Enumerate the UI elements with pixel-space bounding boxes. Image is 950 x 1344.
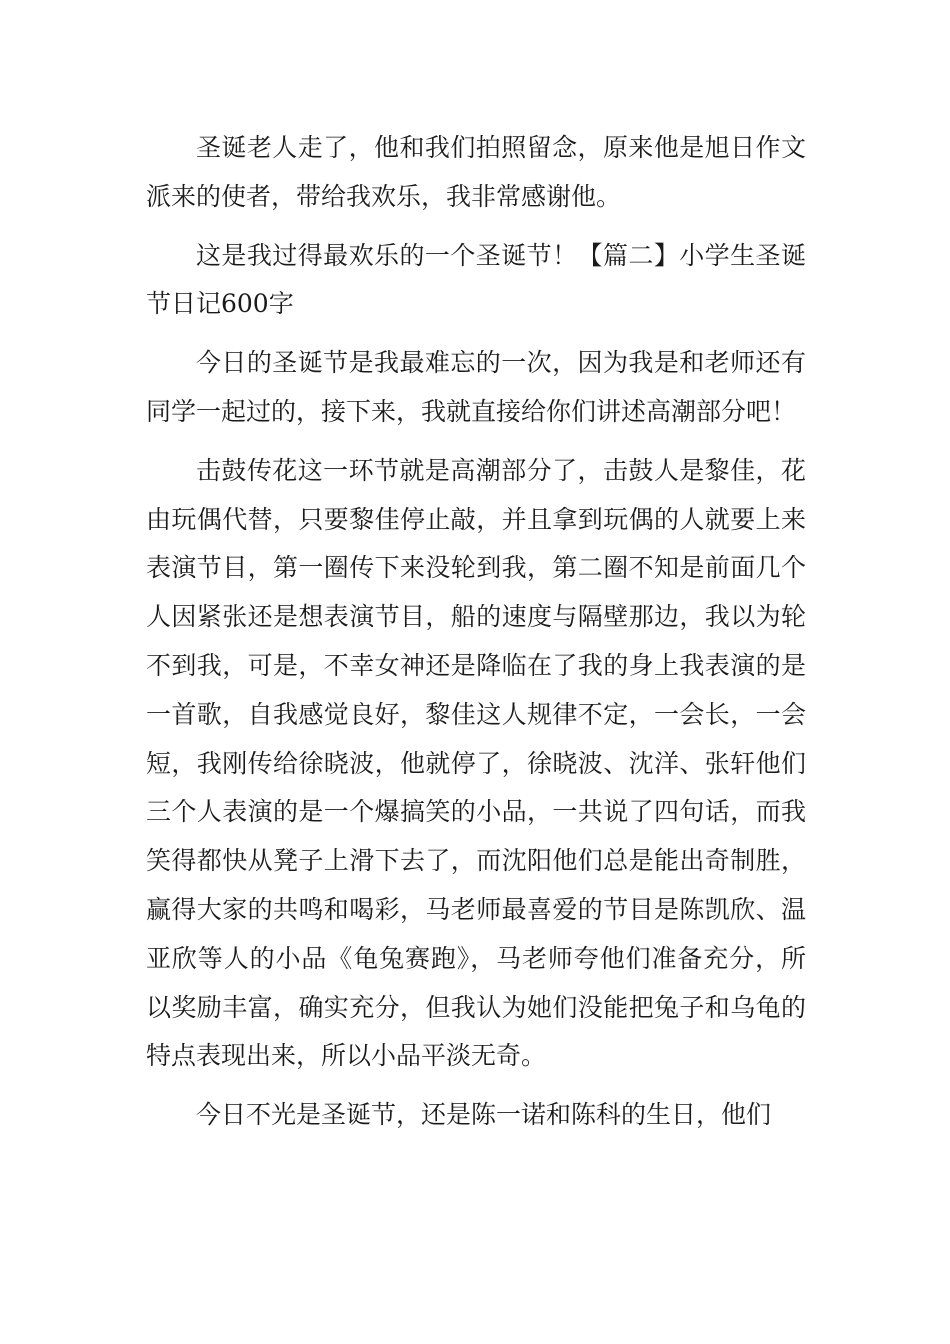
paragraph-1: 圣诞老人走了，他和我们拍照留念，原来他是旭日作文派来的使者，带给我欢乐，我非常感谢他。 [146,133,806,211]
paragraph-5: 今日不光是圣诞节，还是陈一诺和陈科的生日，他们 [196,1100,772,1130]
paragraph-2: 这是我过得最欢乐的一个圣诞节！【篇二】小学生圣诞节日记600字 [146,240,806,319]
paragraph-3: 今日的圣诞节是我最难忘的一次，因为我是和老师还有同学一起过的，接下来，我就直接给你们讲述高潮部分吧！ [146,348,806,426]
paragraph-4: 击鼓传花这一环节就是高潮部分了，击鼓人是黎佳，花由玩偶代替，只要黎佳停止敲，并且拿到玩偶的人就要上来表演节目，第一圈传下来没轮到我，第二圈不知是前面几个人因紧张还是想表演节目，船的速度与隔壁那边，我以为轮不到我，可是，不幸女神还是降临在了我的身上我表演的是一首歌，自我感觉良好，黎佳这人规律不定，一会长，一会短，我刚传给徐晓波，他就停了，徐晓波、沈洋、张轩他们三个人表演的是一个爆搞笑的小品，一共说了四句话，而我笑得都快从凳子上滑下去了，而沈阳他们总是能出奇制胜，赢得大家的共鸣和喝彩，马老师最喜爱的节目是陈凯欣、温亚欣等人的小品《龟兔赛跑》，马老师夸他们准备充分，所以奖励丰富，确实充分，但我认为她们没能把兔子和乌龟的特点表现出来，所以小品平淡无奇。 [146,455,806,1071]
document-body [146,124,806,1150]
